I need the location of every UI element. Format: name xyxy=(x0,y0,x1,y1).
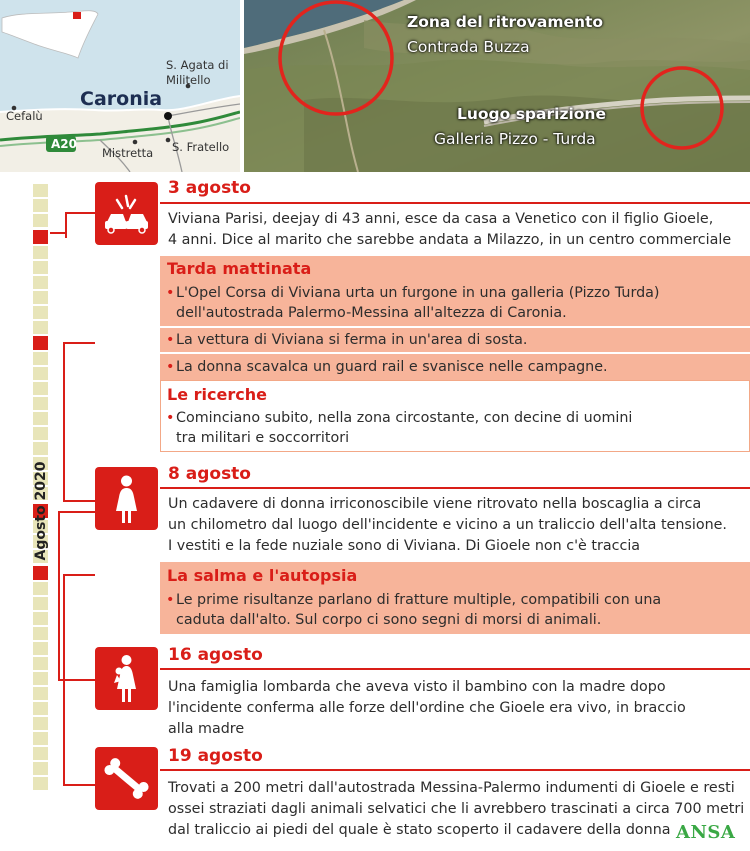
car-crash-icon xyxy=(95,182,158,245)
event-text-aug8-line2: un chilometro dal luogo dell'incidente e vicino a un traliccio dell'alta tensione. xyxy=(168,517,727,533)
event-rule-aug8 xyxy=(160,487,750,489)
event-text-aug19-line1: Trovati a 200 metri dall'autostrada Messina-Palermo indumenti di Gioele e resti xyxy=(168,780,735,796)
event-date-aug16: 16 agosto xyxy=(168,645,263,665)
event-date-aug8: 8 agosto xyxy=(168,464,251,484)
event-text-aug3-line1: Viviana Parisi, deejay di 43 anni, esce da casa a Venetico con il figlio Gioele, xyxy=(168,211,714,227)
ansa-credit: ANSA xyxy=(676,822,736,843)
bone-icon xyxy=(95,747,158,810)
event-rule-aug19 xyxy=(160,769,750,771)
event-date-aug3: 3 agosto xyxy=(168,178,251,198)
found-zone-title: Zona del ritrovamento xyxy=(407,13,604,31)
axis-month-label: Agosto 2020 xyxy=(33,461,49,561)
map-region-title: Caronia xyxy=(80,88,163,110)
connector-tarda xyxy=(63,342,95,502)
disappear-subtitle: Galleria Pizzo - Turda xyxy=(434,130,596,148)
event-icon-aug3 xyxy=(95,182,158,245)
event-text-aug19-line3: dal traliccio ai piedi del quale è stato scoperto il cadavere della donna xyxy=(168,822,671,838)
disappear-title: Luogo sparizione xyxy=(457,105,606,123)
event-text-aug3-line2: 4 anni. Dice al marito che sarebbe andata a Milazzo, in un centro commerciale xyxy=(168,232,732,248)
mother-child-icon xyxy=(95,647,158,710)
found-zone-subtitle: Contrada Buzza xyxy=(407,38,530,56)
event-icon-aug19 xyxy=(95,747,158,810)
connector-aug3 xyxy=(65,212,95,238)
late-morning-bullet-2: • La vettura di Viviana si ferma in un'area di sosta. xyxy=(166,332,528,348)
event-text-aug16-line1: Una famiglia lombarda che aveva visto il bambino con la madre dopo xyxy=(168,679,666,695)
map-town-cefalu: Cefalù xyxy=(6,109,43,123)
autopsy-title: La salma e l'autopsia xyxy=(167,566,358,585)
late-morning-bullet-3: • La donna scavalca un guard rail e svanisce nelle campagne. xyxy=(166,359,608,375)
connector-aug16 xyxy=(63,574,95,786)
map-highway-label: A20 xyxy=(51,137,77,151)
event-text-aug16-line2: l'incidente conferma alle forze dell'ordine che Gioele era vivo, in braccio xyxy=(168,700,686,716)
event-date-aug19: 19 agosto xyxy=(168,746,263,766)
axis-marker-aug3 xyxy=(33,230,48,244)
searches-title: Le ricerche xyxy=(167,385,267,404)
event-rule-aug3 xyxy=(160,202,750,204)
event-text-aug19-line2: ossei straziati dagli animali selvatici che li avrebbero trascinati a circa 700 metri xyxy=(168,801,745,817)
event-icon-aug8 xyxy=(95,467,158,530)
arrow-aug3 xyxy=(50,232,67,234)
woman-icon xyxy=(95,467,158,530)
event-text-aug8-line1: Un cadavere di donna irriconoscibile viene ritrovato nella boscaglia a circa xyxy=(168,496,702,512)
axis-marker-aug4 xyxy=(33,336,48,350)
late-morning-title: Tarda mattinata xyxy=(167,259,312,278)
sicily-map xyxy=(0,0,240,172)
late-morning-bullet-1: • L'Opel Corsa di Viviana urta un furgone in una galleria (Pizzo Turda) dell'autostrada Palermo-Messina all'altezza di Caronia. xyxy=(166,285,660,321)
map-town-mistretta: Mistretta xyxy=(102,146,154,160)
event-icon-aug16 xyxy=(95,647,158,710)
autopsy-bullet: • Le prime risultanze parlano di fratture multiple, compatibili con una caduta dall'alto. Sul corpo ci sono segni di morsi di animali. xyxy=(166,592,662,628)
event-text-aug8-line3: I vestiti e la fede nuziale sono di Viviana. Di Gioele non c'è traccia xyxy=(168,538,641,554)
late-morning-divider-1 xyxy=(160,326,750,328)
event-text-aug16-line3: alla madre xyxy=(168,721,245,737)
event-rule-aug16 xyxy=(160,668,750,670)
searches-bullet: • Cominciano subito, nella zona circostante, con decine di uomini tra militari e soccorritori xyxy=(166,410,633,446)
map-town-s-fratello: S. Fratello xyxy=(172,140,230,154)
satellite-view xyxy=(244,0,750,172)
map-town-s-agata: S. Agata di Militello xyxy=(166,58,229,87)
late-morning-divider-2 xyxy=(160,352,750,354)
